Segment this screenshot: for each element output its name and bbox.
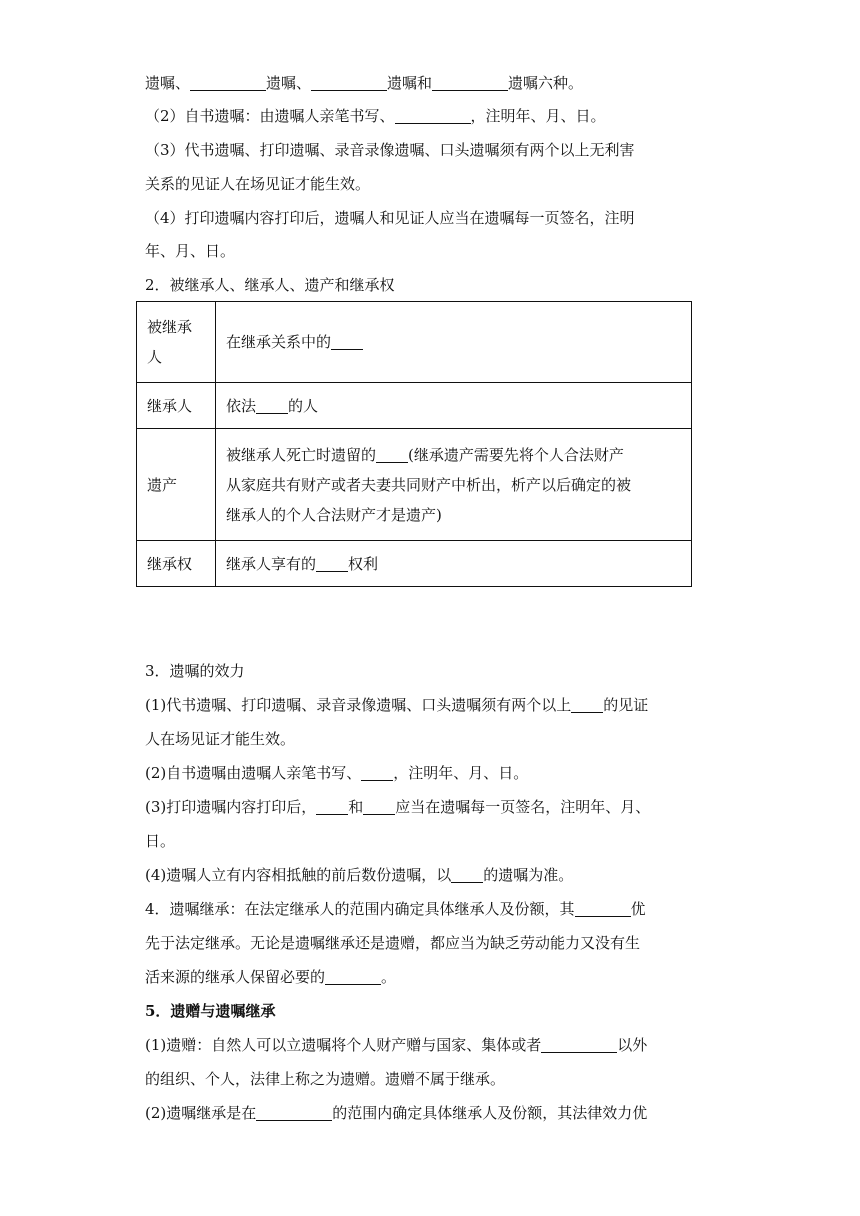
text: ，注明年、月、日。	[470, 107, 606, 125]
section-2-heading: 2．被继承人、继承人、遗产和继承权	[145, 276, 395, 294]
section-3-item-1-line1	[145, 693, 648, 717]
text: 4．遗嘱继承：在法定继承人的范围内确定具体继承人及份额，其	[145, 900, 575, 918]
text: (3)打印遗嘱内容打印后，	[145, 798, 317, 816]
text: 被继承人死亡时遗留的	[226, 445, 377, 464]
inheritance-table	[136, 301, 692, 587]
section-4-line3	[145, 965, 396, 989]
fill-blank	[331, 333, 363, 350]
text: (2)自书遗嘱由遗嘱人亲笔书写、	[145, 764, 362, 782]
text: 的遗嘱为准。	[483, 866, 574, 884]
section-3-item-3-line1	[145, 795, 650, 819]
section-3-item-1-line2: 人在场见证才能生效。	[145, 730, 296, 748]
text: (4)遗嘱人立有内容相抵触的前后数份遗嘱，以	[145, 866, 452, 884]
text: 遗嘱、	[145, 74, 191, 92]
section-5-item-2	[145, 1101, 647, 1125]
table-cell-content	[216, 383, 692, 429]
fill-blank	[541, 1036, 617, 1053]
fill-blank	[316, 798, 348, 815]
text: 。	[381, 968, 397, 986]
intro-item-3-line1: （3）代书遗嘱、打印遗嘱、录音录像遗嘱、口头遗嘱须有两个以上无利害	[145, 141, 635, 159]
text: 遗嘱和	[387, 74, 433, 92]
table-cell-label: 继承人	[137, 383, 216, 429]
intro-item-4-line1: （4）打印遗嘱内容打印后，遗嘱人和见证人应当在遗嘱每一页签名，注明	[145, 209, 635, 227]
intro-line-will-types	[145, 71, 583, 95]
intro-item-3-line2: 关系的见证人在场见证才能生效。	[145, 175, 371, 193]
table-cell-label: 遗产	[137, 429, 216, 541]
section-5-heading: 5．遗赠与遗嘱继承	[145, 1002, 276, 1020]
section-4-line1	[145, 897, 646, 921]
section-3-item-4	[145, 863, 573, 887]
text: 人	[147, 348, 163, 366]
table-cell-content	[216, 429, 692, 541]
text: 的见证	[603, 696, 649, 714]
section-3-heading: 3．遗嘱的效力	[145, 662, 245, 680]
table-row	[137, 541, 692, 587]
section-5-item-1-line1	[145, 1033, 647, 1057]
section-4-line2: 先于法定继承。无论是遗嘱继承还是遗赠，都应当为缺乏劳动能力又没有生	[145, 934, 641, 952]
text: 权利	[348, 554, 379, 573]
table-cell-content	[216, 302, 692, 383]
fill-blank	[451, 866, 483, 883]
text: 遗嘱、	[266, 74, 312, 92]
fill-blank	[316, 555, 348, 572]
text: 被继承	[147, 318, 193, 336]
text: 和	[348, 798, 364, 816]
table-cell-label: 继承权	[137, 541, 216, 587]
table-row	[137, 302, 692, 383]
text: (继承遗产需要先将个人合法财产	[408, 445, 624, 464]
fill-blank	[190, 74, 266, 91]
fill-blank	[256, 397, 288, 414]
text: ，注明年、月、日。	[393, 764, 529, 782]
text: 继承人享有的	[226, 554, 317, 573]
text: 从家庭共有财产或者夫妻共同财产中析出，析产以后确定的被	[226, 475, 632, 494]
text: （2）自书遗嘱：由遗嘱人亲笔书写、	[145, 107, 395, 125]
fill-blank	[325, 968, 381, 985]
table-row	[137, 383, 692, 429]
text: 继承人的个人合法财产才是遗产)	[226, 505, 442, 524]
text: 优	[630, 900, 646, 918]
text: 活来源的继承人保留必要的	[145, 968, 326, 986]
table-cell-content	[216, 541, 692, 587]
table-row	[137, 429, 692, 541]
fill-blank	[571, 696, 603, 713]
section-3-item-3-line2: 日。	[145, 832, 176, 850]
fill-blank	[363, 798, 395, 815]
text: 的人	[288, 396, 319, 415]
text: 的范围内确定具体继承人及份额，其法律效力优	[332, 1104, 648, 1122]
intro-item-4-line2: 年、月、日。	[145, 242, 236, 260]
fill-blank	[395, 107, 471, 124]
fill-blank	[376, 446, 408, 463]
text: 遗嘱六种。	[508, 74, 584, 92]
fill-blank	[361, 764, 393, 781]
fill-blank	[311, 74, 387, 91]
text: (1)遗赠：自然人可以立遗嘱将个人财产赠与国家、集体或者	[145, 1036, 542, 1054]
text: (2)遗嘱继承是在	[145, 1104, 257, 1122]
text: 在继承关系中的	[226, 333, 332, 351]
text: 应当在遗嘱每一页签名，注明年、月、	[395, 798, 651, 816]
text: 依法	[226, 396, 257, 415]
fill-blank	[256, 1104, 332, 1121]
fill-blank	[432, 74, 508, 91]
section-5-item-1-line2: 的组织、个人，法律上称之为遗赠。遗赠不属于继承。	[145, 1070, 506, 1088]
fill-blank	[575, 900, 631, 917]
section-3-item-2	[145, 761, 528, 785]
text: (1)代书遗嘱、打印遗嘱、录音录像遗嘱、口头遗嘱须有两个以上	[145, 696, 572, 714]
text: 以外	[617, 1036, 648, 1054]
table-cell-label	[137, 302, 216, 383]
intro-item-2	[145, 104, 606, 128]
